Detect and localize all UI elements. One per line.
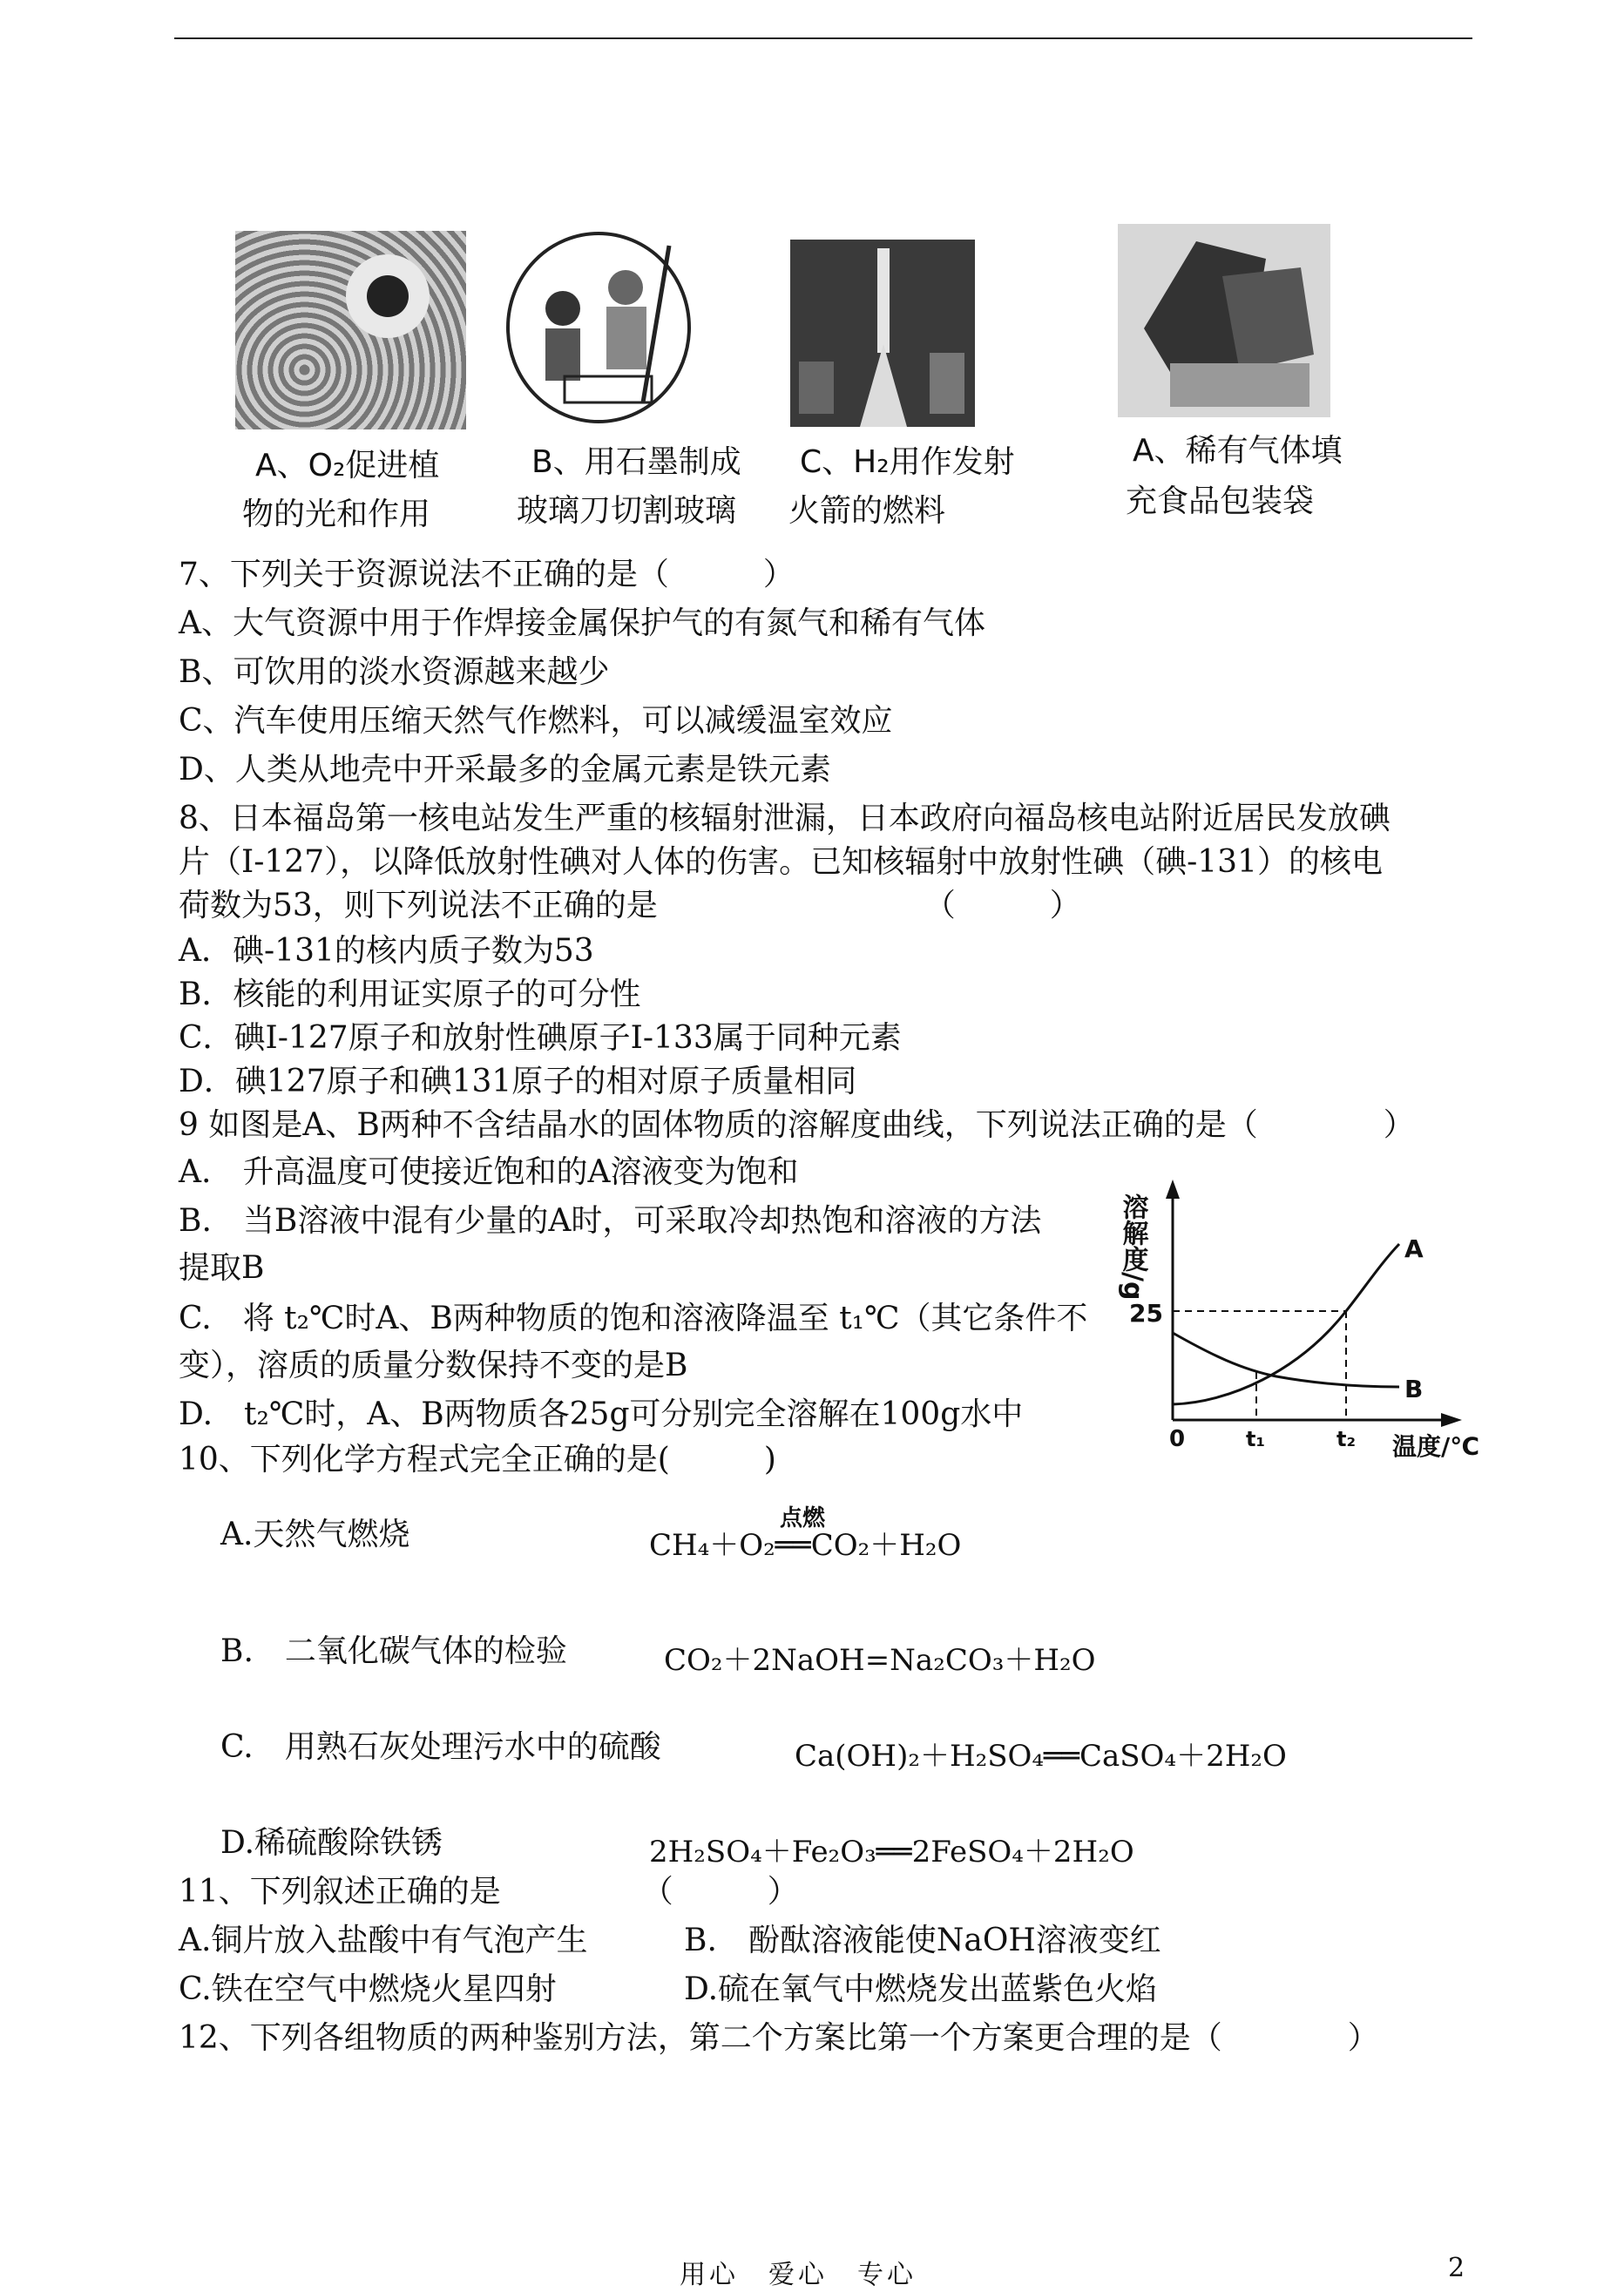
- q8-option-a: A．碘-131的核内质子数为53: [179, 933, 594, 969]
- image-c-caption-1: C、H₂用作发射: [800, 444, 1015, 480]
- food-package-image: [1118, 224, 1330, 417]
- people-cutting-glass-icon: [504, 228, 694, 427]
- q10-b-equation: CO₂＋2NaOH=Na₂CO₃＋H₂O: [664, 1643, 1096, 1678]
- sunflower-icon: [235, 231, 466, 429]
- q10-a-label: A.天然气燃烧: [220, 1517, 410, 1552]
- q9-option-d: D. t₂℃时，A、B两物质各25g可分别完全溶解在100g水中: [179, 1396, 1024, 1432]
- footer-motto: 用心 爱心 专心: [680, 2260, 917, 2290]
- q7-option-d: D、人类从地壳中开采最多的金属元素是铁元素: [179, 752, 831, 788]
- q10-stem: 10、下列化学方程式完全正确的是( ): [179, 1442, 776, 1477]
- q8-option-b: B．核能的利用证实原子的可分性: [179, 977, 641, 1012]
- q9-option-b: B. 当B溶液中混有少量的A时，可采取冷却热饱和溶液的方法: [179, 1203, 1042, 1239]
- origin-label: 0: [1169, 1426, 1186, 1452]
- page-number: 2: [1448, 2253, 1465, 2283]
- solubility-chart: [1117, 1167, 1516, 1464]
- graphite-cutter-image: [504, 228, 694, 427]
- y-axis-arrow: [1166, 1180, 1180, 1199]
- q10-a-equation: CH₄＋O₂══CO₂＋H₂O: [649, 1528, 962, 1563]
- q11-stem: 11、下列叙述正确的是 （ ）: [179, 1874, 799, 1910]
- sunflower-image: [235, 231, 466, 429]
- q10-a-condition: 点燃: [780, 1505, 826, 1531]
- x-tick-t2: t₂: [1336, 1427, 1356, 1451]
- image-c-caption-2: 火箭的燃料: [788, 493, 946, 529]
- q7-stem: 7、下列关于资源说法不正确的是（ ）: [179, 557, 795, 592]
- image-b-caption-1: B、用石墨制成: [531, 444, 741, 480]
- x-axis-label: 温度/℃: [1392, 1432, 1480, 1461]
- q8-stem-line3: 荷数为53，则下列说法不正确的是 （ ）: [179, 888, 1081, 923]
- x-axis-arrow: [1441, 1413, 1462, 1427]
- q8-option-d: D．碘127原子和碘131原子的相对原子质量相同: [179, 1064, 857, 1099]
- series-a-label: A: [1404, 1234, 1424, 1263]
- q10-d-label: D.稀硫酸除铁锈: [220, 1825, 443, 1861]
- q11-option-a: A.铜片放入盐酸中有气泡产生: [179, 1923, 588, 1958]
- q9-option-c-cont: 变），溶质的质量分数保持不变的是B: [179, 1348, 688, 1383]
- image-d-caption-2: 充食品包装袋: [1126, 483, 1315, 519]
- image-d-caption-1: A、稀有气体填: [1133, 433, 1343, 469]
- q10-b-label: B. 二氧化碳气体的检验: [220, 1633, 567, 1669]
- rocket-icon: [790, 240, 975, 427]
- q7-option-a: A、大气资源中用于作焊接金属保护气的有氮气和稀有气体: [179, 605, 985, 641]
- q10-d-equation: 2H₂SO₄＋Fe₂O₃══2FeSO₄＋2H₂O: [649, 1835, 1134, 1869]
- q11-option-d: D.硫在氧气中燃烧发出蓝紫色火焰: [684, 1971, 1158, 2007]
- q8-stem-line2: 片（I-127），以降低放射性碘对人体的伤害。已知核辐射中放射性碘（碘-131）的核电: [179, 844, 1383, 880]
- q9-option-b-cont: 提取B: [179, 1250, 265, 1286]
- series-b-label: B: [1404, 1375, 1424, 1403]
- image-a-caption-2: 物的光和作用: [242, 497, 431, 532]
- x-tick-t1: t₁: [1246, 1427, 1265, 1451]
- q9-stem: 9 如图是A、B两种不含结晶水的固体物质的溶解度曲线，下列说法正确的是（ ）: [179, 1107, 1415, 1143]
- series-a-curve: [1173, 1244, 1399, 1404]
- q10-c-label: C. 用熟石灰处理污水中的硫酸: [220, 1729, 661, 1765]
- image-a-caption-1: A、O₂促进植: [255, 448, 440, 483]
- image-b-caption-2: 玻璃刀切割玻璃: [517, 493, 737, 529]
- rocket-launch-image: [790, 240, 975, 427]
- q10-c-equation: Ca(OH)₂＋H₂SO₄══CaSO₄＋2H₂O: [795, 1739, 1287, 1774]
- snack-bag-icon: [1118, 224, 1330, 417]
- y-axis-label: 溶解度/g: [1117, 1193, 1148, 1301]
- header-rule: [174, 37, 1472, 39]
- q9-option-a: A. 升高温度可使接近饱和的A溶液变为饱和: [179, 1154, 799, 1190]
- q9-option-c: C. 将 t₂℃时A、B两种物质的饱和溶液降温至 t₁℃（其它条件不: [179, 1301, 1088, 1336]
- y-tick-25: 25: [1129, 1299, 1163, 1328]
- series-b-curve: [1173, 1333, 1399, 1387]
- q7-option-c: C、汽车使用压缩天然气作燃料，可以减缓温室效应: [179, 703, 893, 739]
- q7-option-b: B、可饮用的淡水资源越来越少: [179, 654, 610, 690]
- q11-option-c: C.铁在空气中燃烧火星四射: [179, 1971, 557, 2007]
- q8-stem-line1: 8、日本福岛第一核电站发生严重的核辐射泄漏，日本政府向福岛核电站附近居民发放碘: [179, 801, 1391, 836]
- q8-option-c: C．碘I-127原子和放射性碘原子I-133属于同种元素: [179, 1020, 902, 1056]
- q11-option-b: B. 酚酞溶液能使NaOH溶液变红: [684, 1923, 1161, 1958]
- q12-stem: 12、下列各组物质的两种鉴别方法，第二个方案比第一个方案更合理的是（ ）: [179, 2020, 1379, 2056]
